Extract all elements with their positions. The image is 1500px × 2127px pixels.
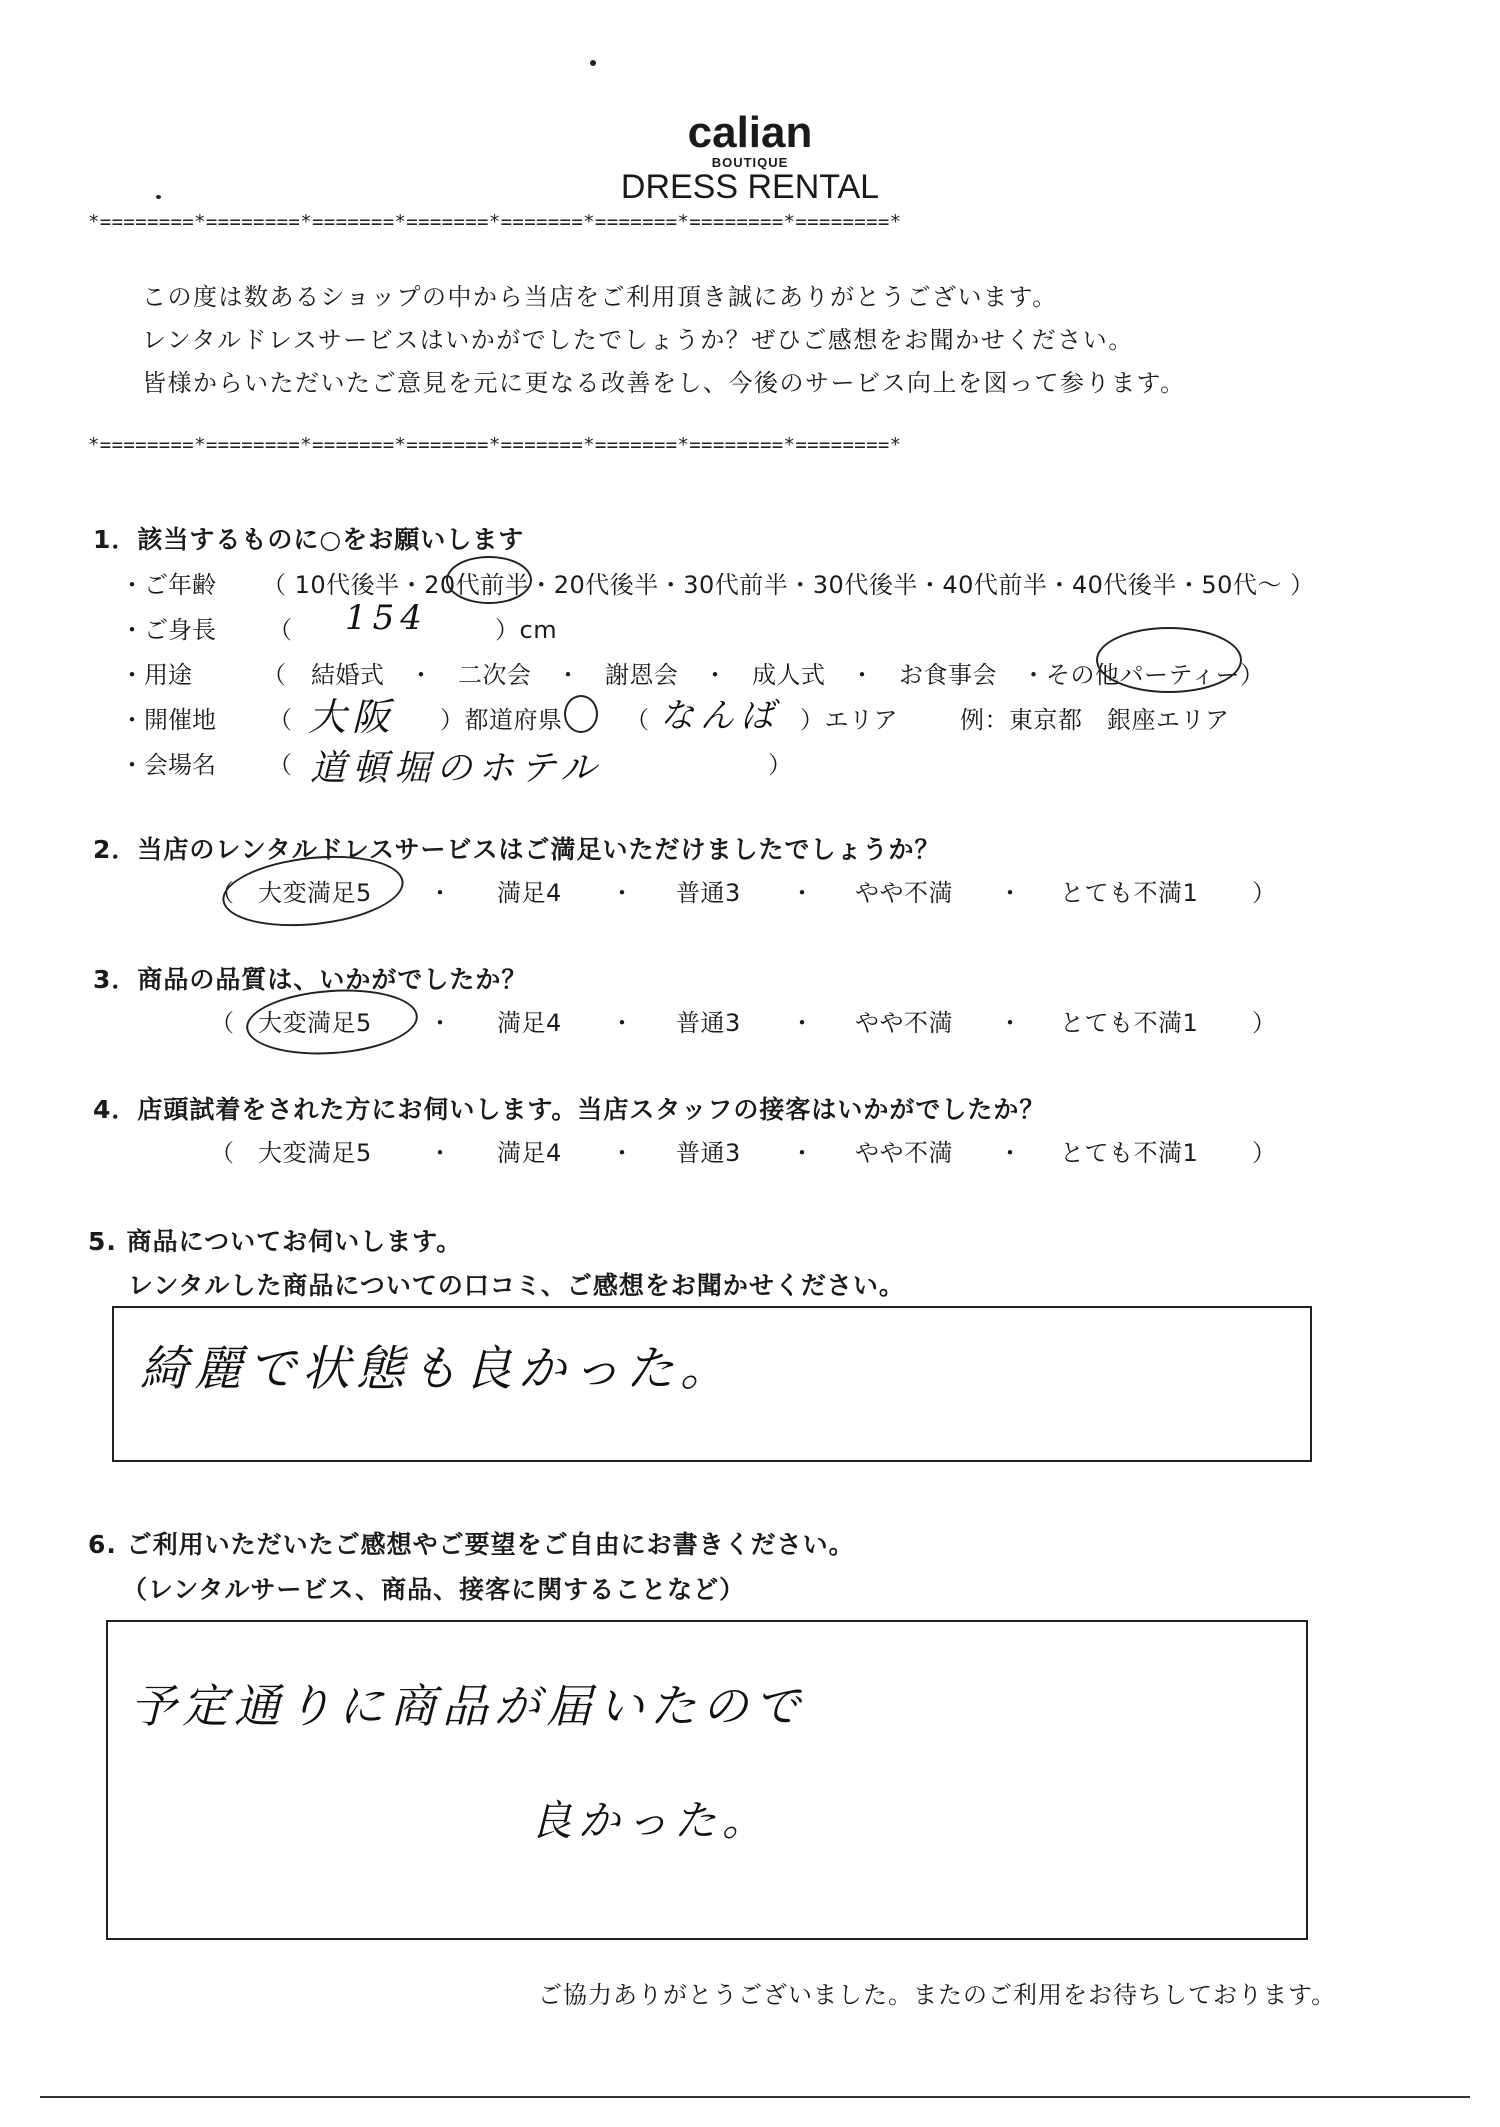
hall-label: ・会場名 xyxy=(120,751,216,779)
scale-dot: ・ xyxy=(610,1139,635,1167)
venue-area-value: なんば xyxy=(660,696,780,736)
venue-open: （ xyxy=(268,706,293,734)
rating-option-3: 普通3 xyxy=(676,879,741,907)
question-6-subtitle: （レンタルサービス、商品、接客に関することなど） xyxy=(122,1575,746,1604)
scale-dot: ・ xyxy=(790,879,815,907)
separator-line: *========*========*=======*=======*=======*=======*========*========* xyxy=(88,434,902,456)
scale-dot: ・ xyxy=(610,879,635,907)
region-selection-circle xyxy=(564,695,598,733)
question-5-title: 5. 商品についてお伺いします。 xyxy=(88,1227,463,1256)
page-title: DRESS RENTAL xyxy=(620,168,880,206)
rating-option-1: とても不満1 xyxy=(1060,879,1199,907)
venue-prefecture-value: 大阪 xyxy=(308,695,397,739)
venue-area-open: （ xyxy=(625,706,650,734)
scale-close: ） xyxy=(1252,1139,1277,1167)
scale-dot: ・ xyxy=(998,879,1023,907)
intro-line: レンタルドレスサービスはいかがでしたでしょうか？ぜひご感想をお聞かせください。 xyxy=(142,326,1134,354)
scale-open: （ xyxy=(210,1009,235,1037)
height-label: ・ご身長 xyxy=(120,616,216,644)
rating-option-1: とても不満1 xyxy=(1060,1009,1199,1037)
rating-option-5: 大変満足5 xyxy=(258,1139,372,1167)
purpose-selection-circle xyxy=(1096,627,1242,693)
rating-option-3: 普通3 xyxy=(676,1139,741,1167)
height-close: ）cm xyxy=(495,616,558,644)
venue-area-suffix: ）エリア xyxy=(800,706,898,734)
hall-open: （ xyxy=(268,751,293,779)
venue-example: 例：東京都 銀座エリア xyxy=(960,706,1230,734)
question-4-title: 4．店頭試着をされた方にお伺いします。当店スタッフの接客はいかがでしたか？ xyxy=(93,1095,1046,1124)
comment-answer-line-1: 予定通りに商品が届いたので xyxy=(130,1679,806,1733)
scale-open: （ xyxy=(210,1139,235,1167)
height-value: 154 xyxy=(345,598,428,638)
scale-dot: ・ xyxy=(790,1139,815,1167)
rating-option-4: 満足4 xyxy=(497,879,562,907)
intro-line: この度は数あるショップの中から当店をご利用頂き誠にありがとうございます。 xyxy=(142,283,1058,311)
venue-prefecture-suffix: ）都道府県 xyxy=(440,706,563,734)
closing-thanks: ご協力ありがとうございました。またのご利用をお待ちしております。 xyxy=(538,1981,1337,2009)
question-5-subtitle: レンタルした商品についての口コミ、ご感想をお聞かせください。 xyxy=(128,1271,905,1300)
height-open: （ xyxy=(268,616,293,644)
intro-line: 皆様からいただいたご意見を元に更なる改善をし、今後のサービス向上を図って参ります。 xyxy=(142,369,1186,397)
purpose-label: ・用途 xyxy=(120,661,192,689)
scan-speck xyxy=(590,60,596,66)
review-answer-text: 綺麗で状態も良かった。 xyxy=(140,1341,735,1397)
rating-option-4: 満足4 xyxy=(497,1139,562,1167)
venue-label: ・開催地 xyxy=(120,706,216,734)
separator-line: *========*========*=======*=======*=======*=======*========*========* xyxy=(88,211,902,233)
scale-dot: ・ xyxy=(428,879,453,907)
hall-value: 道頓堀のホテル xyxy=(310,748,603,789)
brand-subtitle: BOUTIQUE xyxy=(711,155,789,170)
scale-close: ） xyxy=(1252,1009,1277,1037)
question-2-title: 2．当店のレンタルドレスサービスはご満足いただけましたでしょうか？ xyxy=(93,835,941,864)
rating-option-2: やや不満 xyxy=(855,879,953,907)
question-1-title: 1．該当するものに○をお願いします xyxy=(93,525,525,554)
hall-close: ） xyxy=(768,751,793,779)
scale-dot: ・ xyxy=(428,1009,453,1037)
scale-open: （ xyxy=(210,879,235,907)
rating-option-3: 普通3 xyxy=(676,1009,741,1037)
rating-option-4: 満足4 xyxy=(497,1009,562,1037)
rating-option-5: 大変満足5 xyxy=(258,1009,372,1037)
scale-close: ） xyxy=(1252,879,1277,907)
age-options: （ 10代後半・20代前半・20代後半・30代前半・30代後半・40代前半・40代後半・50代～ ） xyxy=(262,571,1315,599)
comment-answer-box xyxy=(106,1620,1308,1940)
question-6-title: 6. ご利用いただいたご感想やご要望をご自由にお書きください。 xyxy=(88,1530,855,1559)
scale-dot: ・ xyxy=(998,1139,1023,1167)
question-3-title: 3．商品の品質は、いかがでしたか？ xyxy=(93,965,528,994)
rating-option-2: やや不満 xyxy=(855,1009,953,1037)
scale-dot: ・ xyxy=(428,1139,453,1167)
brand-logo: calian xyxy=(687,108,813,157)
age-label: ・ご年齢 xyxy=(120,571,216,599)
age-selection-circle xyxy=(446,556,532,604)
scale-dot: ・ xyxy=(790,1009,815,1037)
scale-dot: ・ xyxy=(998,1009,1023,1037)
rating-option-5: 大変満足5 xyxy=(258,879,372,907)
purpose-options: （ 結婚式 ・ 二次会 ・ 謝恩会 ・ 成人式 ・ お食事会 ・その他パーティー） xyxy=(262,661,1265,689)
bottom-rule xyxy=(40,2096,1470,2098)
comment-answer-line-2: 良かった。 xyxy=(530,1796,771,1845)
scale-dot: ・ xyxy=(610,1009,635,1037)
rating-option-1: とても不満1 xyxy=(1060,1139,1199,1167)
rating-option-2: やや不満 xyxy=(855,1139,953,1167)
